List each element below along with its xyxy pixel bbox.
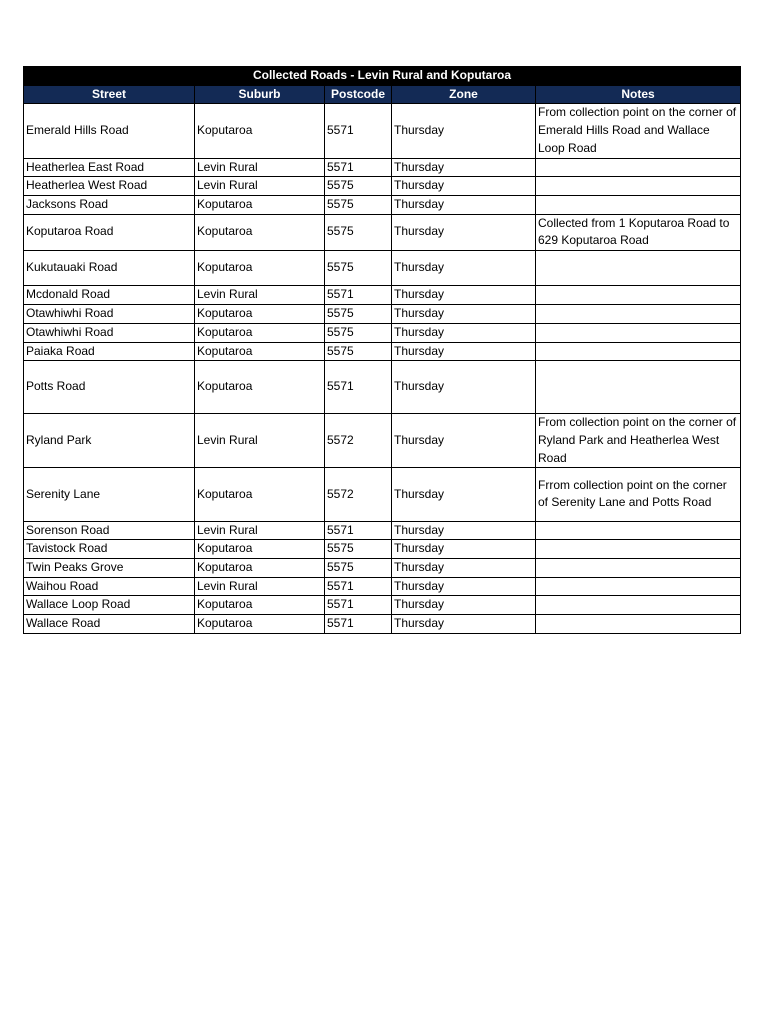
- table-row: [24, 577, 741, 596]
- cell-zone: Thursday: [392, 342, 536, 361]
- cell-postcode: 5575: [325, 305, 392, 324]
- cell-street: Ryland Park: [24, 414, 195, 468]
- cell-zone: Thursday: [392, 577, 536, 596]
- table-header-row: [24, 85, 741, 104]
- cell-suburb: Koputaroa: [195, 251, 325, 286]
- cell-zone: Thursday: [392, 305, 536, 324]
- cell-notes: [536, 323, 741, 342]
- cell-postcode: 5575: [325, 195, 392, 214]
- cell-notes: From collection point on the corner of Emerald Hills Road and Wallace Loop Road: [536, 104, 741, 158]
- cell-notes: [536, 177, 741, 196]
- cell-notes: [536, 286, 741, 305]
- cell-notes: [536, 305, 741, 324]
- cell-street: Heatherlea East Road: [24, 158, 195, 177]
- cell-notes: [536, 342, 741, 361]
- cell-notes: [536, 540, 741, 559]
- cell-zone: Thursday: [392, 195, 536, 214]
- collected-roads-table: [23, 66, 741, 634]
- cell-zone: Thursday: [392, 468, 536, 521]
- cell-suburb: Koputaroa: [195, 540, 325, 559]
- cell-zone: Thursday: [392, 361, 536, 414]
- table-row: [24, 104, 741, 158]
- cell-street: Koputaroa Road: [24, 214, 195, 250]
- column-header-notes: Notes: [536, 85, 741, 104]
- cell-zone: Thursday: [392, 521, 536, 540]
- table-row: [24, 177, 741, 196]
- cell-suburb: Levin Rural: [195, 286, 325, 305]
- cell-street: Mcdonald Road: [24, 286, 195, 305]
- cell-zone: Thursday: [392, 323, 536, 342]
- table-row: [24, 615, 741, 634]
- cell-zone: Thursday: [392, 615, 536, 634]
- cell-postcode: 5575: [325, 323, 392, 342]
- cell-suburb: Levin Rural: [195, 577, 325, 596]
- cell-suburb: Koputaroa: [195, 361, 325, 414]
- cell-suburb: Levin Rural: [195, 521, 325, 540]
- cell-notes: [536, 195, 741, 214]
- cell-zone: Thursday: [392, 251, 536, 286]
- cell-zone: Thursday: [392, 177, 536, 196]
- cell-street: Paiaka Road: [24, 342, 195, 361]
- cell-street: Otawhiwhi Road: [24, 323, 195, 342]
- table-row: [24, 540, 741, 559]
- cell-suburb: Koputaroa: [195, 195, 325, 214]
- table-row: [24, 521, 741, 540]
- cell-suburb: Koputaroa: [195, 558, 325, 577]
- cell-notes: [536, 521, 741, 540]
- cell-postcode: 5571: [325, 361, 392, 414]
- cell-street: Serenity Lane: [24, 468, 195, 521]
- cell-postcode: 5575: [325, 251, 392, 286]
- table-row: [24, 596, 741, 615]
- cell-street: Kukutauaki Road: [24, 251, 195, 286]
- table-row: [24, 361, 741, 414]
- cell-notes: Frrom collection point on the corner of Serenity Lane and Potts Road: [536, 468, 741, 521]
- table-row: [24, 414, 741, 468]
- cell-postcode: 5571: [325, 104, 392, 158]
- cell-postcode: 5575: [325, 540, 392, 559]
- cell-postcode: 5575: [325, 558, 392, 577]
- cell-postcode: 5575: [325, 342, 392, 361]
- cell-zone: Thursday: [392, 214, 536, 250]
- cell-street: Sorenson Road: [24, 521, 195, 540]
- cell-postcode: 5571: [325, 615, 392, 634]
- cell-street: Waihou Road: [24, 577, 195, 596]
- table-row: [24, 251, 741, 286]
- cell-zone: Thursday: [392, 414, 536, 468]
- cell-street: Tavistock Road: [24, 540, 195, 559]
- column-header-zone: Zone: [392, 85, 536, 104]
- cell-notes: [536, 158, 741, 177]
- cell-suburb: Koputaroa: [195, 214, 325, 250]
- cell-notes: [536, 596, 741, 615]
- table-row: [24, 195, 741, 214]
- cell-notes: [536, 558, 741, 577]
- cell-postcode: 5571: [325, 158, 392, 177]
- table-title: Collected Roads - Levin Rural and Koputaroa: [24, 67, 741, 86]
- cell-suburb: Levin Rural: [195, 414, 325, 468]
- cell-postcode: 5575: [325, 214, 392, 250]
- cell-suburb: Koputaroa: [195, 342, 325, 361]
- cell-postcode: 5571: [325, 596, 392, 615]
- cell-street: Heatherlea West Road: [24, 177, 195, 196]
- cell-zone: Thursday: [392, 558, 536, 577]
- cell-suburb: Levin Rural: [195, 177, 325, 196]
- cell-suburb: Levin Rural: [195, 158, 325, 177]
- cell-postcode: 5575: [325, 177, 392, 196]
- table-row: [24, 468, 741, 521]
- cell-street: Jacksons Road: [24, 195, 195, 214]
- cell-suburb: Koputaroa: [195, 615, 325, 634]
- column-header-street: Street: [24, 85, 195, 104]
- cell-zone: Thursday: [392, 286, 536, 305]
- cell-suburb: Koputaroa: [195, 468, 325, 521]
- cell-postcode: 5571: [325, 286, 392, 305]
- table-row: [24, 214, 741, 250]
- table-row: [24, 286, 741, 305]
- table-row: [24, 305, 741, 324]
- table-row: [24, 158, 741, 177]
- column-header-suburb: Suburb: [195, 85, 325, 104]
- cell-zone: Thursday: [392, 540, 536, 559]
- cell-street: Potts Road: [24, 361, 195, 414]
- cell-zone: Thursday: [392, 104, 536, 158]
- cell-street: Twin Peaks Grove: [24, 558, 195, 577]
- cell-postcode: 5571: [325, 577, 392, 596]
- cell-street: Otawhiwhi Road: [24, 305, 195, 324]
- table-row: [24, 342, 741, 361]
- cell-notes: From collection point on the corner of Ryland Park and Heatherlea West Road: [536, 414, 741, 468]
- cell-suburb: Koputaroa: [195, 305, 325, 324]
- cell-street: Wallace Road: [24, 615, 195, 634]
- cell-street: Emerald Hills Road: [24, 104, 195, 158]
- cell-zone: Thursday: [392, 158, 536, 177]
- cell-notes: Collected from 1 Koputaroa Road to 629 Koputaroa Road: [536, 214, 741, 250]
- cell-postcode: 5571: [325, 521, 392, 540]
- table-title-row: [24, 67, 741, 86]
- cell-postcode: 5572: [325, 414, 392, 468]
- cell-notes: [536, 361, 741, 414]
- cell-suburb: Koputaroa: [195, 323, 325, 342]
- cell-street: Wallace Loop Road: [24, 596, 195, 615]
- table-body: [24, 104, 741, 633]
- cell-notes: [536, 577, 741, 596]
- cell-notes: [536, 251, 741, 286]
- cell-zone: Thursday: [392, 596, 536, 615]
- table-row: [24, 558, 741, 577]
- cell-postcode: 5572: [325, 468, 392, 521]
- cell-suburb: Koputaroa: [195, 104, 325, 158]
- column-header-postcode: Postcode: [325, 85, 392, 104]
- cell-suburb: Koputaroa: [195, 596, 325, 615]
- table-row: [24, 323, 741, 342]
- cell-notes: [536, 615, 741, 634]
